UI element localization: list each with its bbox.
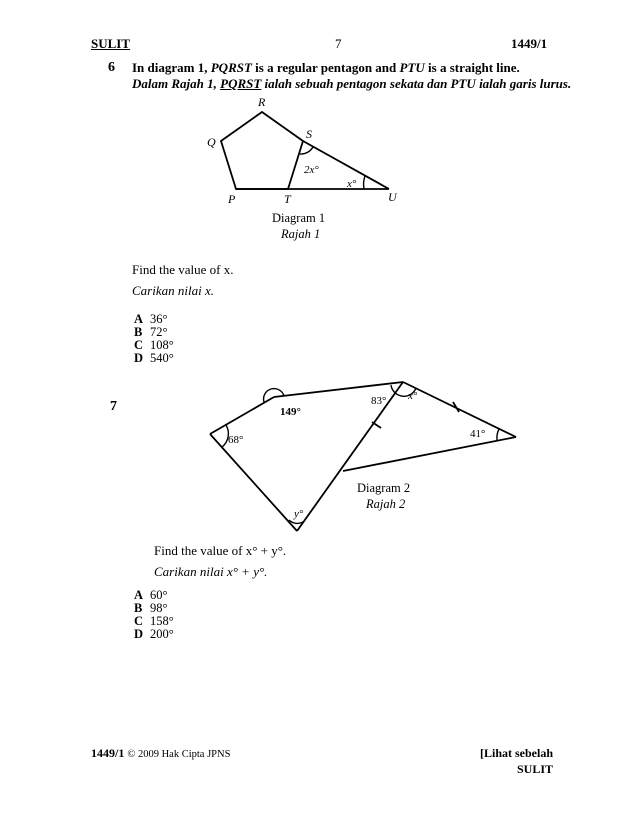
- option-b[interactable]: B 98°: [134, 601, 168, 615]
- label-41: 41°: [470, 428, 486, 440]
- label-x: x°: [347, 178, 357, 190]
- diagram-1-caption-my: Rajah 1: [281, 227, 321, 241]
- diagram-2-caption-my: Rajah 2: [366, 497, 406, 511]
- footer-copyright: © 2009 Hak Cipta JPNS: [127, 749, 231, 760]
- label-U: U: [388, 190, 397, 204]
- option-a[interactable]: A 36°: [134, 312, 168, 326]
- label-P: P: [228, 192, 236, 206]
- question-7-options: [134, 589, 174, 641]
- footer-turn-over: [Lihat sebelah: [480, 746, 554, 760]
- question-6-find-en: Find the value of x.: [132, 262, 234, 277]
- label-y: y°: [294, 508, 304, 520]
- question-number-6: 6: [108, 60, 115, 75]
- label-83: 83°: [371, 395, 387, 407]
- header-paper-code: 1449/1: [511, 36, 548, 51]
- page-number: 7: [335, 36, 342, 51]
- footer-paper-code: 1449/1: [91, 746, 125, 760]
- question-7-find-my: Carikan nilai x° + y°.: [154, 564, 268, 579]
- label-x-q7: x°: [408, 390, 418, 402]
- diagram-2-caption-en: Diagram 2: [357, 481, 411, 495]
- question-6-text-en: In diagram 1, PQRST is a regular pentagon and PTU is a straight line.: [132, 60, 520, 75]
- label-T: T: [284, 192, 291, 206]
- option-a[interactable]: A 60°: [134, 588, 168, 602]
- question-7-find-en: Find the value of x° + y°.: [154, 543, 287, 558]
- label-R: R: [258, 95, 266, 109]
- header-classification: SULIT: [91, 36, 131, 51]
- option-c[interactable]: C 108°: [134, 338, 174, 352]
- option-d[interactable]: D 200°: [134, 627, 174, 641]
- label-S: S: [306, 127, 312, 141]
- question-number-7: 7: [110, 399, 117, 414]
- diagram-1-caption-en: Diagram 1: [272, 211, 326, 225]
- label-Q: Q: [207, 135, 216, 149]
- footer-left: [91, 746, 230, 761]
- question-6-text-my: Dalam Rajah 1, PQRST ialah sebuah pentagon sekata dan PTU ialah garis lurus.: [132, 76, 572, 91]
- option-d[interactable]: D 540°: [134, 351, 174, 365]
- label-149: 149°: [280, 406, 301, 418]
- footer-classification: SULIT: [517, 762, 554, 776]
- option-b[interactable]: B 72°: [134, 325, 168, 339]
- option-c[interactable]: C 158°: [134, 614, 174, 628]
- label-2x: 2x°: [304, 164, 319, 176]
- question-6-find-my: Carikan nilai x.: [132, 283, 214, 298]
- label-68: 68°: [228, 434, 244, 446]
- question-6-options: [134, 313, 174, 365]
